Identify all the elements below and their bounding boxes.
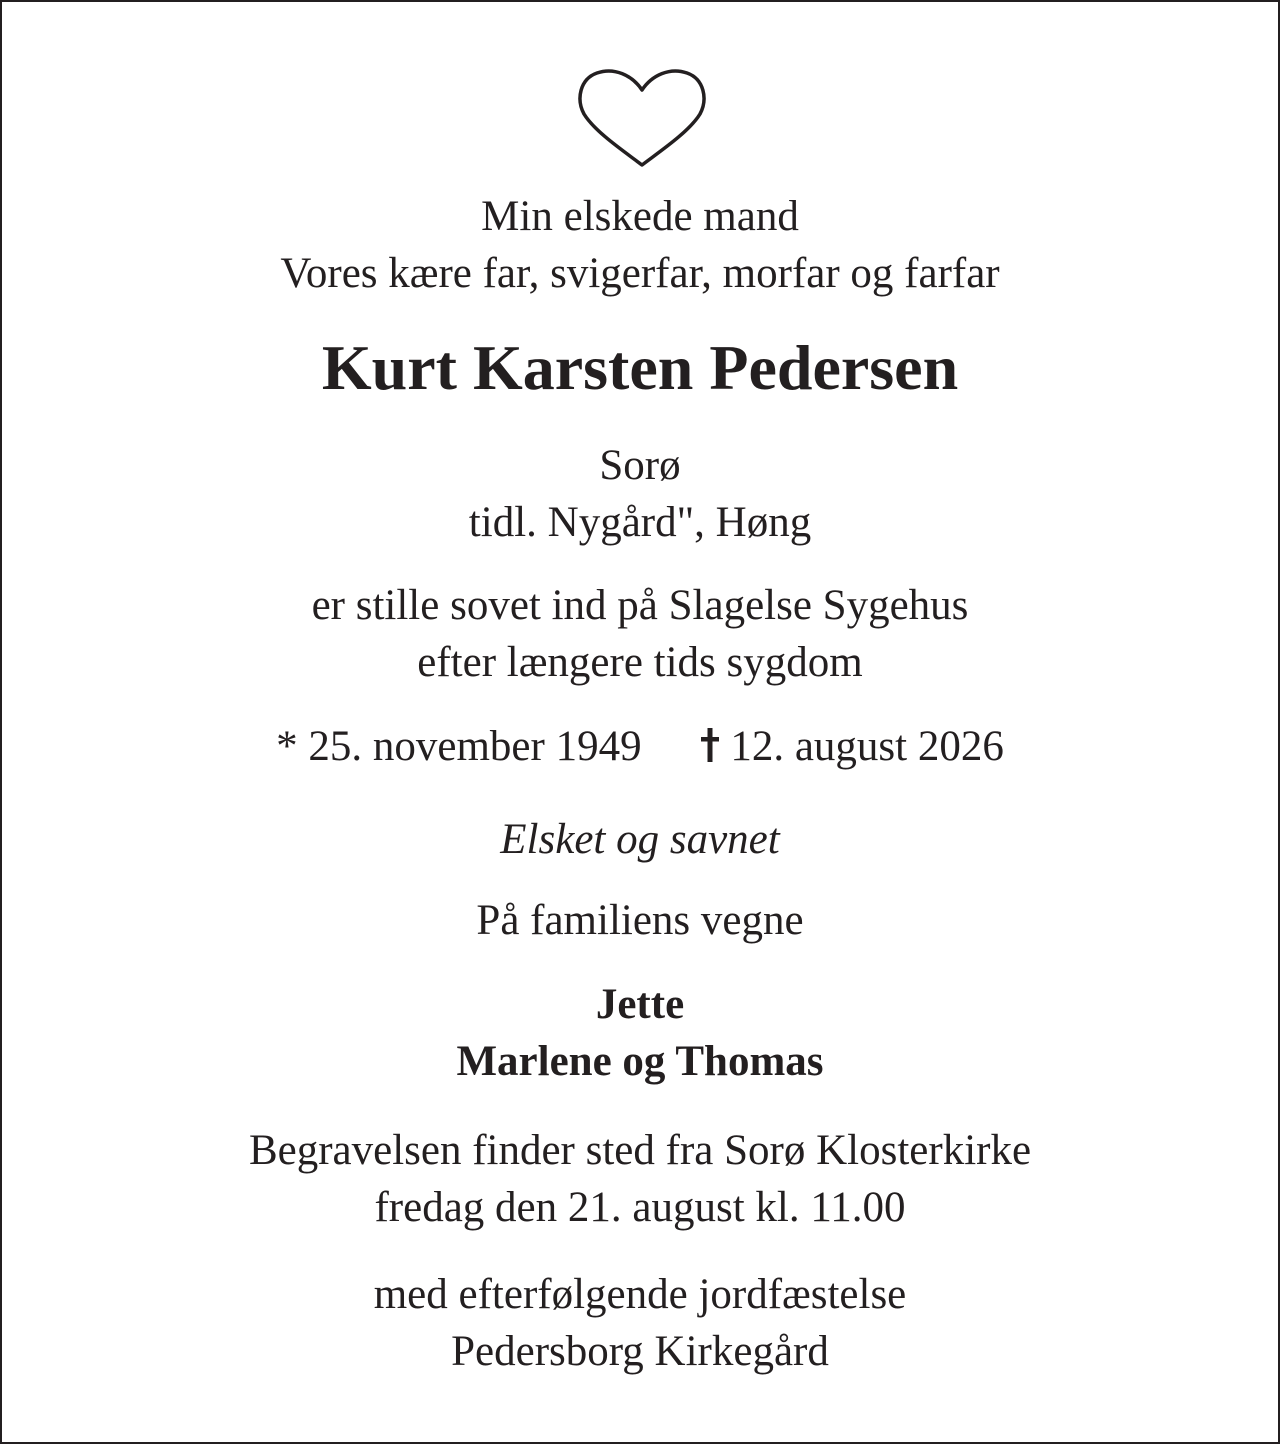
life-dates bbox=[2, 719, 1278, 775]
heart-icon bbox=[577, 68, 707, 168]
family-name: Jette bbox=[595, 981, 685, 1028]
passing-line-2: efter længere tids sygdom bbox=[417, 639, 863, 686]
burial-line-1: med efterfølgende jordfæstelse bbox=[373, 1271, 907, 1318]
burial-line-2: Pedersborg Kirkegård bbox=[451, 1328, 829, 1375]
deceased-name: Kurt Karsten Pedersen bbox=[321, 332, 959, 403]
intro-line-1: Min elskede mand bbox=[481, 193, 799, 240]
family-intro: På familiens vegne bbox=[476, 897, 804, 944]
passing-line-1: er stille sovet ind på Slagelse Sygehus bbox=[311, 582, 969, 629]
death-date: 12. august 2026 bbox=[730, 723, 1004, 770]
funeral-line-1: Begravelsen finder sted fra Sorø Klosterkirke bbox=[248, 1127, 1032, 1174]
intro-line-2: Vores kære far, svigerfar, morfar og farfar bbox=[280, 250, 1000, 297]
family-name: Marlene og Thomas bbox=[456, 1038, 824, 1085]
former-residence: tidl. Nygård", Høng bbox=[468, 499, 812, 546]
funeral-line-2: fredag den 21. august kl. 11.00 bbox=[374, 1184, 906, 1231]
born-symbol: * bbox=[276, 723, 298, 770]
tagline: Elsket og savnet bbox=[500, 816, 780, 863]
residence: Sorø bbox=[599, 442, 681, 489]
birth-date: 25. november 1949 bbox=[308, 723, 642, 770]
cross-icon bbox=[700, 719, 720, 775]
